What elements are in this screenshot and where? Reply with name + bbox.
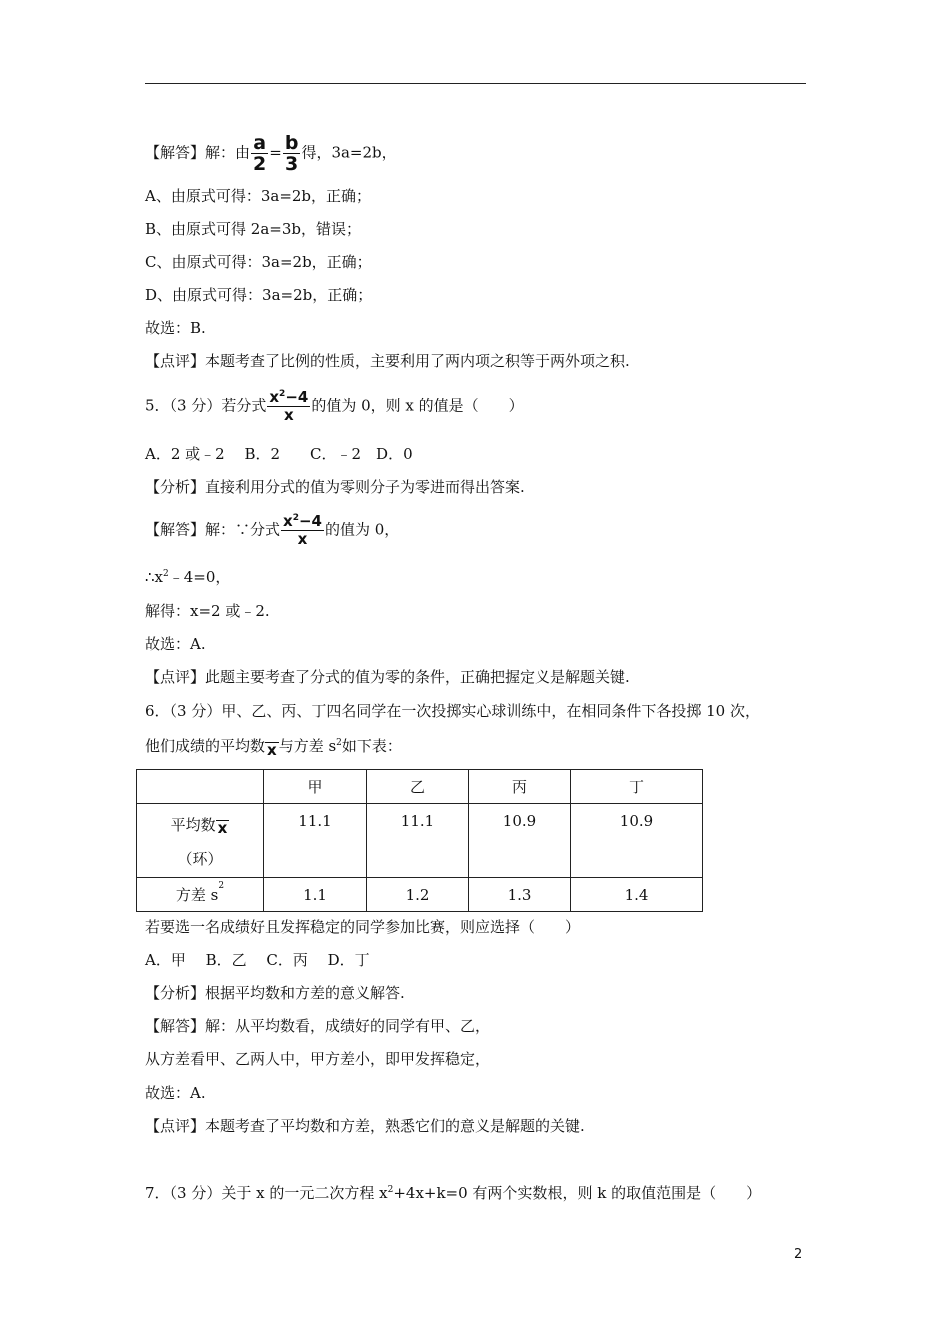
header-yi: 乙	[367, 770, 469, 804]
mean-ding: 10.9	[571, 804, 703, 878]
question-6-line-2: 他们成绩的平均数 x 与方差 $s^2$如下表：	[145, 737, 402, 759]
variance-ding: 1.4	[571, 878, 703, 912]
option-b-line: B、由原式可得 2a=3b，错误；	[145, 220, 361, 238]
score-table	[136, 769, 703, 912]
q5-step-2: $\therefore x^2﹣4=0$，	[145, 568, 231, 586]
header-jia: 甲	[264, 770, 367, 804]
q6-solution-3: 故选：A.	[145, 1084, 206, 1102]
q5-analysis: 【分析】直接利用分式的值为零则分子为零进而得出答案.	[145, 478, 525, 496]
q5-step-4: 故选：A.	[145, 635, 206, 653]
question-5: 5．（3 分）若分式 $\frac{x^2-4}{x}$ 的值为 0，则 x 的值是（ ）	[145, 388, 524, 424]
q5-comment: 【点评】此题主要考查了分式的值为零的条件，正确把握定义是解题关键.	[145, 668, 630, 686]
fraction-x2-minus-4-over-x: $\frac{x^2-4}{x}$	[269, 388, 309, 424]
mean-symbol: x	[267, 741, 277, 759]
row-mean-label: 平均数 x （环）	[137, 804, 264, 878]
mean-jia: 11.1	[264, 804, 367, 878]
q6-analysis: 【分析】根据平均数和方差的意义解答.	[145, 984, 405, 1002]
option-d-line: D、由原式可得：3a=2b，正确；	[145, 286, 373, 304]
fraction-b-over-3: $\frac{b}{3}$	[284, 132, 299, 175]
question-6-line-1: 6．（3 分）甲、乙、丙、丁四名同学在一次投掷实心球训练中，在相同条件下各投掷 10 次，	[145, 702, 760, 720]
q6-solution-2: 从方差看甲、乙两人中，甲方差小，即甲发挥稳定，	[145, 1050, 491, 1068]
table-corner	[137, 770, 264, 804]
option-c-line: C、由原式可得：3a=2b，正确；	[145, 253, 372, 271]
page-number: 2	[794, 1247, 803, 1262]
q6-question-tail: 若要选一名成绩好且发挥稳定的同学参加比赛，则应选择（ ）	[145, 918, 581, 936]
question-7: 7．（3 分）关于 x 的一元二次方程 $x^2+4x+k=0$ 有两个实数根，则 k 的取值范围是（ ）	[145, 1184, 762, 1202]
variance-bing: 1.3	[469, 878, 571, 912]
option-a-line: A、由原式可得：3a=2b，正确；	[145, 187, 372, 205]
header-rule	[145, 83, 806, 84]
q5-options: A．2 或﹣2 B．2 C．﹣2 D．0	[145, 445, 413, 463]
comment-line: 【点评】本题考查了比例的性质，主要利用了两内项之积等于两外项之积.	[145, 352, 630, 370]
mean-bing: 10.9	[469, 804, 571, 878]
header-bing: 丙	[469, 770, 571, 804]
fraction-a-over-2: $\frac{a}{2}$	[253, 132, 267, 175]
row-variance-label: 方差 $s^2$	[137, 878, 264, 912]
mean-yi: 11.1	[367, 804, 469, 878]
variance-yi: 1.2	[367, 878, 469, 912]
answer-line: 故选：B.	[145, 319, 206, 337]
q5-solution: 【解答】解：∵分式 $\frac{x^2-4}{x}$ 的值为 0，	[145, 512, 400, 548]
q6-options: A．甲 B．乙 C．丙 D．丁	[145, 951, 370, 969]
q5-step-3: 解得：x=2 或﹣2.	[145, 602, 270, 620]
header-ding: 丁	[571, 770, 703, 804]
solution-line-1: 【解答】解：由 $\frac{a}{2}$ = $\frac{b}{3}$ 得，3a=2b，	[145, 132, 397, 175]
q6-comment: 【点评】本题考查了平均数和方差，熟悉它们的意义是解题的关键.	[145, 1117, 585, 1135]
fraction-x2-minus-4-over-x-2: $\frac{x^2-4}{x}$	[283, 512, 322, 548]
q6-solution-1: 【解答】解：从平均数看，成绩好的同学有甲、乙，	[145, 1017, 491, 1035]
variance-jia: 1.1	[264, 878, 367, 912]
